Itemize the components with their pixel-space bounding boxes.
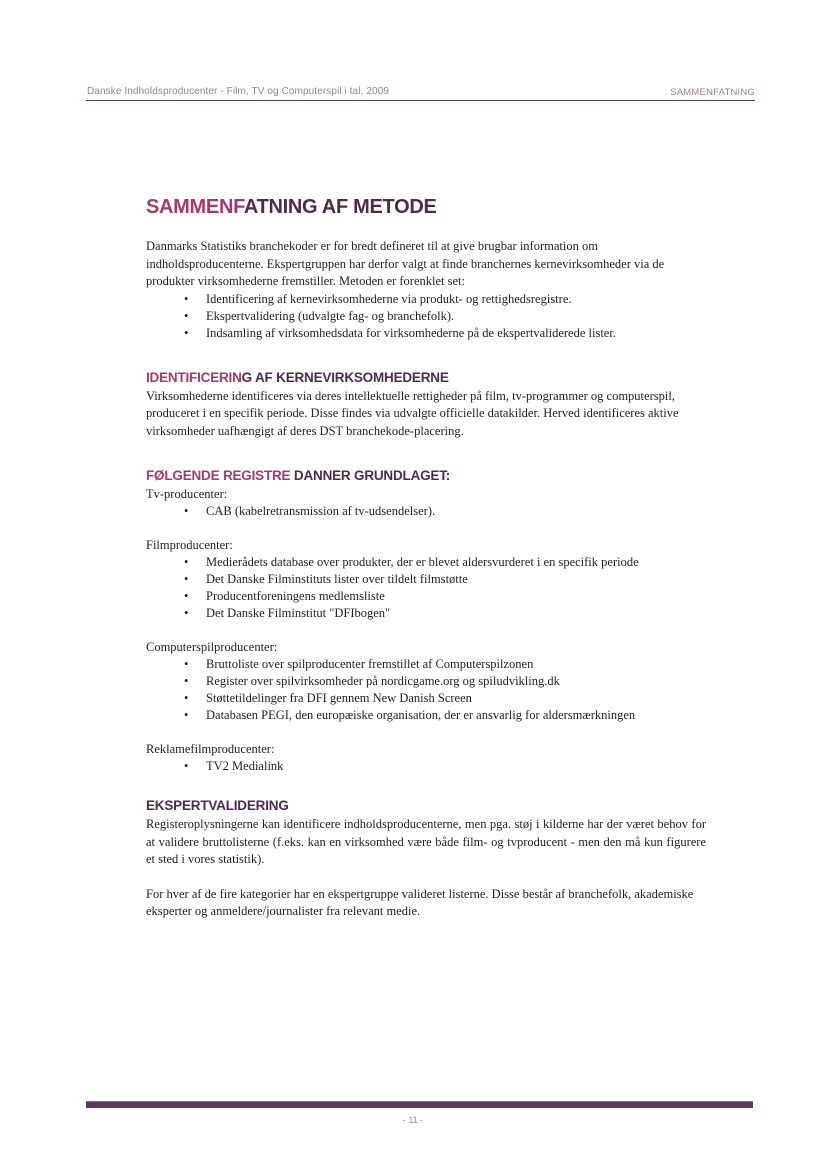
main-content <box>146 196 706 921</box>
register-group-computerspil <box>146 639 706 724</box>
bullet-icon: • <box>184 674 189 688</box>
register-group-tv <box>146 486 706 520</box>
bullet-icon: • <box>184 589 189 603</box>
list-item: • TV2 Medialink <box>184 759 284 773</box>
bullet-icon: • <box>184 504 189 518</box>
list-item: • Bruttoliste over spilproducenter fremstillet af Computerspilzonen <box>184 657 534 671</box>
group-label: Computerspilproducenter: <box>146 640 278 654</box>
identificering-paragraph: Virksomhederne identificeres via deres intellektuelle rettigheder på film, tv-programmer og computerspil, produceret i en specifik periode. Disse findes via udvalgte officielle datakilder. Herved identificeres aktive virksomheder uafhængigt af deres DST branchekode-placering. <box>146 388 679 438</box>
list-item: • Medierådets database over produkter, der er blevet aldersvurderet i en specifik periode <box>184 555 639 569</box>
footer-band <box>86 1102 753 1108</box>
running-header-title: Danske Indholdsproducenter - Film, TV og Computerspil i tal, 2009 <box>87 86 390 97</box>
page-title-rest: ATNING AF METODE <box>243 196 437 218</box>
section-ekspertvalidering <box>146 798 706 921</box>
list-item: • Indsamling af virksomhedsdata for virksomhederne på de ekspertvaliderede lister. <box>184 325 616 340</box>
bullet-icon: • <box>184 606 189 620</box>
ekspert-paragraph-2: For hver af de fire kategorier har en ekspertgruppe valideret listerne. Disse består af branchefolk, akademiske eksperter og anmeldere/journalister fra relevant medie. <box>146 886 694 918</box>
register-group-film <box>146 537 706 622</box>
section-heading-ekspertvalidering: EKSPERTVALIDERING <box>146 798 289 813</box>
register-list <box>146 554 706 622</box>
list-item: • CAB (kabelretransmission af tv-udsendelser). <box>184 504 436 518</box>
register-group-reklamefilm <box>146 741 706 775</box>
page-title-accent: SAMMENF <box>146 196 244 218</box>
list-item: • Databasen PEGI, den europæiske organisation, der er ansvarlig for aldersmærkningen <box>184 708 636 722</box>
bullet-icon: • <box>184 325 189 340</box>
group-label: Filmproducenter: <box>146 538 233 552</box>
group-label: Tv-producenter: <box>146 487 228 501</box>
intro-paragraph: Danmarks Statistiks branchekoder er for bredt defineret til at give brugbar information om indholdsproducenterne. Ekspertgruppen har derfor valgt at finde branchernes kernevirksomheder via de produkter virksomhederne fremstiller. Metoden er forenklet set: <box>146 239 665 288</box>
page-number: - 11 - <box>402 1115 424 1125</box>
bullet-icon: • <box>184 759 189 773</box>
page-title <box>146 196 706 219</box>
section-registre <box>146 468 706 775</box>
section-identificering <box>146 370 706 441</box>
bullet-icon: • <box>184 708 189 722</box>
group-label: Reklamefilmproducenter: <box>146 742 275 756</box>
method-steps-list <box>146 291 706 342</box>
register-list <box>146 758 706 775</box>
bullet-icon: • <box>184 657 189 671</box>
section-heading-registre: FØLGENDE REGISTRE DANNER GRUNDLAGET: <box>146 468 451 483</box>
list-item: • Register over spilvirksomheder på nordicgame.org og spiludvikling.dk <box>184 674 560 688</box>
list-item: • Støttetildelinger fra DFI gennem New Danish Screen <box>184 691 472 705</box>
bullet-icon: • <box>184 572 189 586</box>
register-list <box>146 503 706 520</box>
list-item: • Identificering af kernevirksomhederne via produkt- og rettighedsregistre. <box>184 291 572 306</box>
list-item: • Det Danske Filminstitut "DFIbogen" <box>184 606 391 620</box>
ekspert-paragraph-1: Registeroplysningerne kan identificere indholdsproducenterne, men pga. støj i kilderne har der været behov for at validere bruttolisterne (f.eks. kan en virksomhed være både film- og tvproducent - men den må kun figurere et sted i vores statistik). <box>146 817 706 866</box>
header-divider <box>86 100 755 101</box>
register-list <box>146 656 706 724</box>
list-item: • Producentforeningens medlemsliste <box>184 589 385 603</box>
running-header-section: SAMMENFATNING <box>670 87 755 98</box>
list-item: • Ekspertvalidering (udvalgte fag- og branchefolk). <box>184 308 455 323</box>
bullet-icon: • <box>184 691 189 705</box>
section-heading-identificering: IDENTIFICERING AF KERNEVIRKSOMHEDERNE <box>146 369 449 385</box>
bullet-icon: • <box>184 308 189 323</box>
bullet-icon: • <box>184 555 189 569</box>
bullet-icon: • <box>184 291 189 306</box>
list-item: • Det Danske Filminstituts lister over tildelt filmstøtte <box>184 572 468 586</box>
